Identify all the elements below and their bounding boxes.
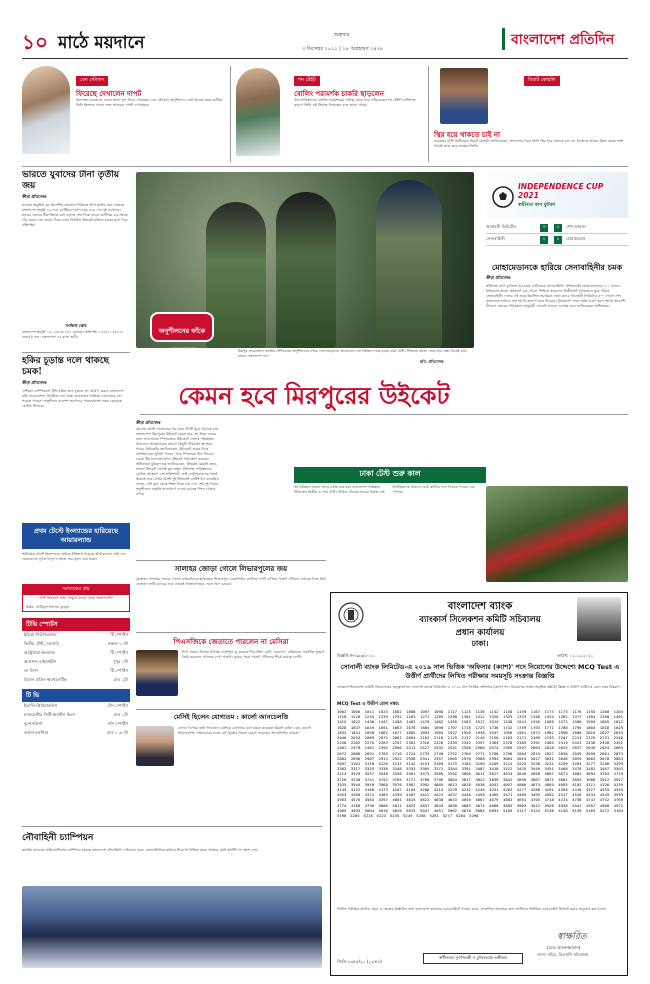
- army-headline[interactable]: মোহামেডানকে হারিয়ে সেনাবাহিনীর চমক: [491, 262, 623, 272]
- psg-headline[interactable]: পিএসজিকে জেতাতে পারলেন না মেসিরা: [173, 637, 289, 646]
- masthead: [22, 26, 628, 56]
- ad-note: লিখিত পরীক্ষার তারিখ, সময় ও কেন্দ্রের বিস্তারিত তথ্য বাংলাদেশ ব্যাংকের ওয়েবসাইটে পাওয়া যাবে। প্রবেশপত্র সংগ্রহের জন্য প্রার্থীদের নির্ধারিত ওয়েবসাইট ভিজিট করার অনুরোধ করা হলো।: [337, 907, 607, 911]
- sub-body: আগামীকাল সকাল সাড়ে ৯টায় শুরু হবে বাংলাদেশ-পাকিস্তান সিরিজের দ্বিতীয় ও শেষ টেস্ট। সিরিজ বাঁচাতে জয়ের বিকল্প নেই স্বাগতিকদের সামনে। চোট কাটিয়ে দলে ফিরতে পারেন এক পেসার।: [294, 485, 475, 494]
- army-body: স্বাধীনতা কাপ ফুটবলে বড় চমক দেখিয়েছে সেনাবাহিনী। ঐতিহ্যবাহী মোহামেডানকে ২-১ গোলে হারিয়েছে তারা। প্রথমার্ধে এক গোলে পিছিয়ে থাকলেও দ্বিতীয়ার্ধে দুর্দান্তভাবে ঘুরে দাঁড়ায় সেনাবাহিনী। দলের এই জয়ে উল্লসিত সমর্থকরা। অন্য ম্যাচে আবাহনী লিমিটেড ৩-০ গোলে শেখ জামালকে হারিয়ে শেষ আটে জায়গা করে নিয়েছে। টুর্নামেন্টে এখন পর্যন্ত দারুণ ছন্দে আছে আকাশি-নীলরা। কোচের পরিকল্পনা অনুযায়ী খেলেই সাফল্য এসেছে বলে জানিয়েছেন অধিনায়ক।: [486, 284, 627, 308]
- u19-headline[interactable]: ভারতে যুবাদের টানা তৃতীয় জয়: [22, 170, 120, 191]
- tv-row: ইতালি-প্রিমিয়ারলিগ টেন স্পোর্টস: [24, 703, 128, 708]
- tv-row: লা লিগা টি স্পোর্টস: [24, 668, 128, 673]
- psg-story: [136, 636, 326, 659]
- story-headline[interactable]: বোলিং পরামর্শক চাকরি ছাড়লেন: [294, 90, 384, 98]
- byline: ক্রীড়া প্রতিবেদক: [22, 194, 47, 199]
- sub-headline[interactable]: ঢাকা টেস্ট শুরু কাল: [294, 467, 486, 483]
- headline-underline: [140, 414, 628, 415]
- photo-caption-badge: [150, 312, 214, 354]
- story-headline[interactable]: ফিরেছে দেখালেন দাপট: [76, 90, 142, 98]
- page-number: ১০: [22, 30, 48, 54]
- sub-story: [294, 467, 486, 557]
- story-tag: বিরাট কোহলি: [524, 76, 560, 86]
- player-3: [376, 180, 442, 348]
- ad-headline: সোনালী ব্যাংক লিমিটেড-এ ২০১৯ সাল ভিত্তিক 'অফিসার (ক্যাশ)' পদে নিয়োগের উদ্দেশ্যে MCQ Test এ উত্তীর্ণ প্রার্থীদের লিখিত পরীক্ষার সময়সূচি সংক্রান্ত বিজ্ঞপ্তি: [340, 663, 620, 680]
- story-body: অ্যাশেজ চলাকালে ফেলে আসা ছন্দ ফিরে পেয়েছেন বেন স্টোকস। অনুশীলনে নেটে অনেক সময় কাটিয়ে তিনি ইংল্যান্ড দলের সঙ্গে আবারও দাপট দেখাচ্ছেন।: [76, 98, 223, 107]
- story-body: আফগানিস্তানের বোলিং পরামর্শকের দায়িত্ব থেকে সরে দাঁড়িয়েছেন শন টেইট। ব্যক্তিগত কারণে তিনি এই সিদ্ধান্ত নিয়েছেন বলে জানা গেছে।: [294, 98, 416, 107]
- tv-row: বুন্দেসলিগা সনি স্পোর্টস: [24, 721, 128, 726]
- date-line: ৩ ডিসেম্বর ২০২১ | ১৮ অগ্রহায়ণ ১৪২৮: [302, 46, 384, 52]
- ancelotti-headline[interactable]: মেসিই ছিলেন যোগ্যতম : কার্লো আনচেলত্তি: [173, 713, 289, 721]
- messi-photo: [136, 650, 178, 696]
- v-divider: [428, 66, 429, 162]
- tv-row: অস্ট্রেলিয়া-ইংল্যান্ড টি স্পোর্টস: [24, 650, 128, 655]
- results-table: [486, 222, 628, 246]
- navy-headline[interactable]: নৌবাহিনী চ্যাম্পিয়ন: [22, 826, 322, 845]
- navy-story: [22, 826, 322, 976]
- rolls-heading: MCQ Test এ উত্তীর্ণ রোল নম্বর:: [337, 702, 400, 707]
- quiz-text: টেস্ট ক্রিকেটে প্রথম সেঞ্চুরি করেন কোন বাংলাদেশি?: [39, 596, 113, 600]
- hockey-body: এশিয়ান চ্যাম্পিয়নস ট্রফি হকির জন্য চূড়ান্ত দল ঘোষণা করবে বাংলাদেশ হকি ফেডারেশন। প্রাথমিক দলে থাকা কয়েকজন অভিজ্ঞ খেলোয়াড় বাদ পড়তে পারেন। অনুশীলন ক্যাম্পে তরুণদের পারফরম্যান্স নজর কেড়েছে কোচিং স্টাফের।: [22, 389, 124, 408]
- story-tag: শন টেইট: [294, 76, 320, 86]
- player-2: [276, 192, 336, 348]
- main-body: চট্টগ্রাম টেস্টে পরাজয়ের পর ঢাকা টেস্টে ঘুরে দাঁড়াতে চায় বাংলাদেশ। মিরপুরের উইকেট কেমন হবে, তা নিয়ে চলছে নানা আলোচনা। স্পিনবান্ধব উইকেটে খেলার পরিকল্পনা থাকলেও আবহাওয়ার কারণে কিছুটা পরিবর্তন আসতে পারে। কিউরেটর জানিয়েছেন, উইকেটে শুরুর দিকে ব্যাটসম্যানরা সুবিধা পাবেন, পরে স্পিনাররা টার্ন পাবেন। দলের টিম ম্যানেজমেন্টও উইকেট পর্যবেক্ষণ করেছে। অধিনায়ক মুমিনুল হক জানিয়েছেন, উইকেট যেমনই হোক, ভালো ক্রিকেট খেলাই মূল লক্ষ্য। প্রতিপক্ষ পাকিস্তানের বোলিং আক্রমণ বেশ শক্তিশালী, তাই ব্যাটসম্যানদের সতর্ক থাকতে হবে। প্রথম টেস্টে দুই ইনিংসেই ব্যাটিং ধস নেমেছিল দলের, সেই ভুল থেকে শিক্ষা নিতে চায় দল। শেষ দুই দিনের অনুশীলনে বাড়তি মনোযোগ দেওয়া হয়েছে স্পিন খেলার ওপর।: [136, 427, 219, 496]
- score-label: সংক্ষিপ্ত স্কোর: [65, 323, 87, 328]
- bank-committee: ব্যাংকার্স সিলেকশন কমিটি সচিবালয়: [419, 615, 541, 625]
- photo-credit: ছবি: প্রতিবেদক: [420, 359, 444, 364]
- player-1: [206, 202, 266, 348]
- top-section-divider: [22, 166, 628, 167]
- ref-no: বিজ্ঞপ্তি নং-৯৯৩/২০২১: [337, 653, 375, 658]
- tv-title: টিভি স্পোর্টস: [22, 618, 130, 631]
- top-story-3: [434, 66, 628, 166]
- main-byline: ক্রীড়া প্রতিবেদক: [136, 420, 161, 425]
- navy-team-photo: [22, 886, 322, 968]
- bank-org: বাংলাদেশ ব্যাংক: [447, 601, 513, 612]
- quiz-label: আজকের প্রশ্ন: [23, 585, 129, 595]
- salah-body: মোহাম্মদ সালাহর জোড়া গোলে এভারটনকে হারিয়েছে লিভারপুল। মার্সেসাইড ডার্বিতে দাপট দেখিয়ে পয়েন্ট টেবিলে ওপরের দিকে উঠে এসেছে দলটি। ম্যাচের শুরু থেকেই আক্রমণাত্মক খেলে অল রেডরা।: [136, 577, 326, 586]
- tv-row: বায়ার্ন-বরুশিয়া রাত ১.৩০টা: [24, 730, 128, 735]
- quiz-box: [22, 584, 130, 612]
- bank-office: প্রধান কার্যালয়: [455, 628, 505, 638]
- divider: [136, 709, 326, 710]
- top-story-2: [236, 66, 426, 166]
- hockey-headline[interactable]: হকির চূড়ান্ত দলে থাকছে চমক!: [22, 356, 109, 377]
- tv-schedule: [22, 618, 130, 685]
- story-headline[interactable]: স্থির হয়ে থাকতে চাই না: [434, 131, 501, 139]
- photo-desc: মিরপুর শেরেবাংলা জাতীয় স্টেডিয়ামে অনুশীলনের ফাঁকে খেলোয়াড়দের আলোচনা। আগামীকাল শুরু হচ্ছে ঢাকা টেস্ট। সিরিজে সমতা ফেরানোর লক্ষ্য নিয়েই মাঠে নামবে বাংলাদেশ দল।: [238, 349, 467, 358]
- footer-mid: স্বাধীনতার সুবর্ণজয়ন্তী ও মুজিববর্ষের অঙ্গীকার: [423, 953, 523, 964]
- u19-body: ভারতে অনুষ্ঠিত যুব ত্রিদেশীয় ওয়ানডে সিরিজে টানা তৃতীয় জয় পেয়েছে বাংলাদেশ অনূর্ধ্ব-১৯ দল। ব্যাটিংয়ে দারুণ শুরু এনে দেন দুই ওপেনার। মাঝের ওভারে ধীরগতিতে রান এলেও শেষ দিকে ঝড়ো ব্যাটিংয়ে বড় সংগ্রহ দাঁড় করায় দল। জবাব দিতে নেমে নিয়মিত উইকেট হারিয়ে হারের মুখে পড়ে প্রতিপক্ষ।: [22, 203, 128, 227]
- footer-left: জিডি-২৩৫৫/২১ (১২×৪): [337, 959, 382, 964]
- score-text: বাংলাদেশ অনূর্ধ্ব-১৯: ২৩০/৮ (৫০ ওভার)। প্রতিপক্ষ: ১৫৫/১০ (৪২.৩ ওভার)। ফল: বাংলাদেশ ৭৫ রানে জয়ী।: [22, 330, 123, 339]
- football-action-photo: [486, 486, 628, 582]
- signature: স্বাক্ষরিত: [557, 932, 587, 942]
- day-label: শুক্রবার: [334, 32, 350, 38]
- byline: ক্রীড়া প্রতিবেদক: [486, 275, 511, 280]
- byline: ক্রীড়া প্রতিবেদক: [22, 380, 47, 385]
- ireland-box: [22, 523, 130, 549]
- result-row: সেনাবাহিনী ২ ১ মোহামেডান: [486, 234, 628, 246]
- tv-row: অ্যাশেজ হাইলাইটস দুপুর ১টা: [24, 659, 128, 664]
- top-story-1: [22, 66, 227, 166]
- tv-row: ম্যানচেস্টার সিটি-অ্যাস্টন ভিলা রাত ১টা: [24, 712, 128, 717]
- ad-date: তারিখ: ০২.১২.২০২১: [557, 653, 594, 658]
- football-icon: [492, 186, 514, 208]
- tv-row: ইন্ডিয়া-নিউজিল্যান্ড টি স্পোর্টস: [24, 632, 128, 637]
- signatory-title: সদস্য সচিব, বিএসসি সচিবালয়: [537, 952, 589, 957]
- roll-numbers: 1002 1006 1011 1023 1082 1088 1097 1098 1117 1125 1136 1142 1158 1159 1167 1173 1175 1176 1193 1200 1204 1218 1228 1235 1239 1252 1263 1271 1285 1296 1301 1312 1320 1329 1333 1348 1354 1362 1377 1384 1390 1401 1415 1422 1436 1447 1458 1463 1470 1482 1495 1503 1517 1524 1538 1541 1556 1569 1572 1580 1594 1605 1612 1628 1637 1649 1651 1663 1678 1684 1690 1707 1718 1725 1736 1742 1759 1763 1771 1786 1795 1804 1816 1829 1833 1841 1858 1862 1877 1885 1893 1905 1912 1920 1938 1947 1956 1961 1973 1982 1990 2008 2015 2027 2034 2046 2053 2069 2072 2081 2094 2102 2118 2125 2137 2140 2156 2163 2171 2189 2193 2207 2214 2229 2231 2246 2258 2262 2275 2283 2297 2301 2316 2328 2339 2342 2357 2364 2370 2385 2391 2404 2419 2423 2436 2448 2452 2467 2479 2481 2495 2506 2513 2527 2532 2541 2558 2566 2574 2589 2597 2603 2618 2625 2637 2649 2654 2663 2672 2688 2691 2705 2716 2724 2733 2748 2752 2769 2771 2786 2798 2804 2815 2827 2836 2849 2850 2861 2873 2884 2896 2907 2913 2922 2938 2941 2957 2965 2970 2988 2994 3004 3015 3027 3031 3046 3059 3062 3078 3083 3097 3101 3118 3126 3137 3142 3153 3169 3175 3184 3190 3209 3214 3225 3238 3241 3256 3263 3277 3286 3299 3302 3317 3325 3336 3348 3353 3365 3372 3384 3391 3407 3418 3422 3435 3449 3451 3466 3478 3482 3497 3503 3514 3529 3537 3546 3558 3561 3573 3589 3592 3606 3611 3627 3634 3640 3658 3667 3673 3682 3694 3703 3719 3726 3738 3741 3752 3765 3771 3788 3796 3804 3817 3823 3839 3842 3856 3867 3875 3881 3893 3908 3912 3927 3935 3944 3959 3960 3976 3987 3992 4005 4013 4028 4036 4041 4057 4066 4074 4089 4095 4103 4111 4126 4139 4145 4152 4168 4173 4187 4194 4206 4215 4229 4232 4248 4251 4263 4277 4286 4291 4304 4318 4327 4335 4349 4353 4360 4372 4385 4399 4407 4412 4424 4437 4446 4458 4465 4471 4489 4493 4502 4517 4528 4534 4545 4559 4563 4576 4584 4597 4601 4615 4622 4638 4643 4650 4667 4679 4683 4691 4705 4718 4724 4736 4747 4752 4769 4774 4780 4798 4806 4811 4825 4837 4849 4850 4863 4874 4888 4895 4903 4912 4926 4938 4941 4957 4960 4972 4985 4993 5004 5016 5029 5033 5047 5051 5062 5078 5085 5091 5103 5117 5124 5138 5146 5159 5165 5172 5184 5196 5205 5218 5223 5235 5249 5258 5261 5277 5284 5290: [337, 709, 623, 819]
- signatory-name: (মোঃ কামরুজ্জামান): [547, 945, 581, 950]
- ancelotti-body: ব্যালন ডি'অর জয়ী লিওনেল মেসিকে যোগ্যতম বলে মন্তব্য করেছেন রিয়াল মাদ্রিদ কোচ কার্লো আনচেলত্তি। সপ্তমবারের মতো এই পুরস্কার জিতে রেকর্ড গড়েছেন আর্জেন্টাইন তারকা।: [178, 726, 312, 735]
- story-tag: বেন স্টোকস: [76, 76, 108, 86]
- result-row: আবাহনী লিমিটেড ৩ ০ শেখ জামাল: [486, 222, 628, 234]
- section-title: মাঠে ময়দানে: [58, 33, 145, 53]
- story-body: ভারতের টেস্ট অধিনায়ক বিরাট কোহলি জানিয়েছেন, সাফল্যের পরও তিনি স্থির হয়ে থাকতে চান না। নিজেকে আরও উন্নত করার লক্ষ্য নিয়েই কাজ করে যাচ্ছেন তিনি।: [434, 139, 624, 148]
- tv-schedule-2: [22, 689, 130, 738]
- brand-name: বাংলাদেশ প্রতিদিন: [511, 32, 615, 48]
- cup-subtitle: স্বাধীনতা কাপ ফুটবল: [518, 203, 556, 208]
- brand-logo: [502, 28, 628, 50]
- photo-caption: অনুশীলনের ফাঁকে আলোচনা: [158, 327, 206, 354]
- v-divider: [230, 66, 231, 162]
- bank-notice: [330, 592, 628, 976]
- salah-headline[interactable]: সালাহর জোড়া গোলে লিভারপুলের জয়: [174, 564, 288, 573]
- psg-body: লিগ ওয়ানে নিসের বিপক্ষে গোলশূন্য ড্র করেছে পিএসজি। মেসি, এমবাপে, নেইমাররা একাধিক সুযোগ তৈরি করলেও গোলের দেখা পাননি। ড্রয়ের পরও পয়েন্ট টেবিলের শীর্ষে রয়েছে দলটি।: [182, 650, 325, 659]
- bank-city: ঢাকা।: [471, 639, 489, 648]
- divider: [136, 632, 326, 633]
- navy-body: জাতীয় হ্যান্ডবল প্রতিযোগিতায় চ্যাম্পিয়ন হয়েছে বাংলাদেশ নৌবাহিনী। ফাইনালে তারা সেনাবাহিনীকে হারিয়ে শিরোপা নিশ্চিত করে। আসরে মোট আটটি দল অংশ নেয়।: [22, 848, 259, 852]
- ad-intro: ব্যাংকার্স সিলেকশন কমিটি সচিবালয়ের তত্ত্বাবধানে সোনালী ব্যাংক লিমিটেড-এ ২০১৯ সাল ভিত্তিক অফিসার (ক্যাশ) পদে নিয়োগের লক্ষ্যে অনুষ্ঠিত MCQ Test এ উত্তীর্ণ প্রার্থীদের রোল নম্বর নিম্নরূপ:: [337, 685, 621, 689]
- main-headline[interactable]: কেমন হবে মিরপুরের উইকেট: [178, 381, 450, 410]
- cup-title: INDEPENDENCE CUP 2021: [518, 182, 604, 200]
- ireland-box-title[interactable]: প্রথম টেস্টে ইংল্যান্ডের হারিয়েছে আয়ারল্যান্ড: [33, 527, 119, 544]
- tv-row: দ্বিতীয় টেস্ট, সরাসরি সকাল ১০টা: [24, 641, 128, 646]
- tait-photo: [236, 68, 280, 156]
- portrait-image: [577, 597, 621, 641]
- tv-row: রিয়াল মাদ্রিদ-অ্যাথলেটিক রাত ২টা: [24, 677, 128, 682]
- divider: [136, 560, 326, 561]
- ancelotti-story: [136, 712, 326, 735]
- quiz-answer: উত্তর: আমিনুল ইসলাম বুলবুল: [26, 605, 70, 609]
- tv2-title: টি ভি: [22, 689, 130, 702]
- independence-cup-banner: [486, 172, 628, 218]
- ancelotti-photo: [136, 726, 174, 766]
- header-divider: [22, 58, 628, 59]
- stokes-photo: [22, 66, 70, 154]
- kohli-photo: [440, 68, 488, 124]
- salah-story: [136, 563, 326, 615]
- ireland-body: অভিষেক টেস্টে ইংল্যান্ডকে হারিয়ে ইতিহাস গড়েছে আয়ারল্যান্ড নারী দল। বোলারদের দুর্দান্ত নৈপুণ্যে সহজ জয় তুলে নেয় তারা।: [22, 552, 127, 561]
